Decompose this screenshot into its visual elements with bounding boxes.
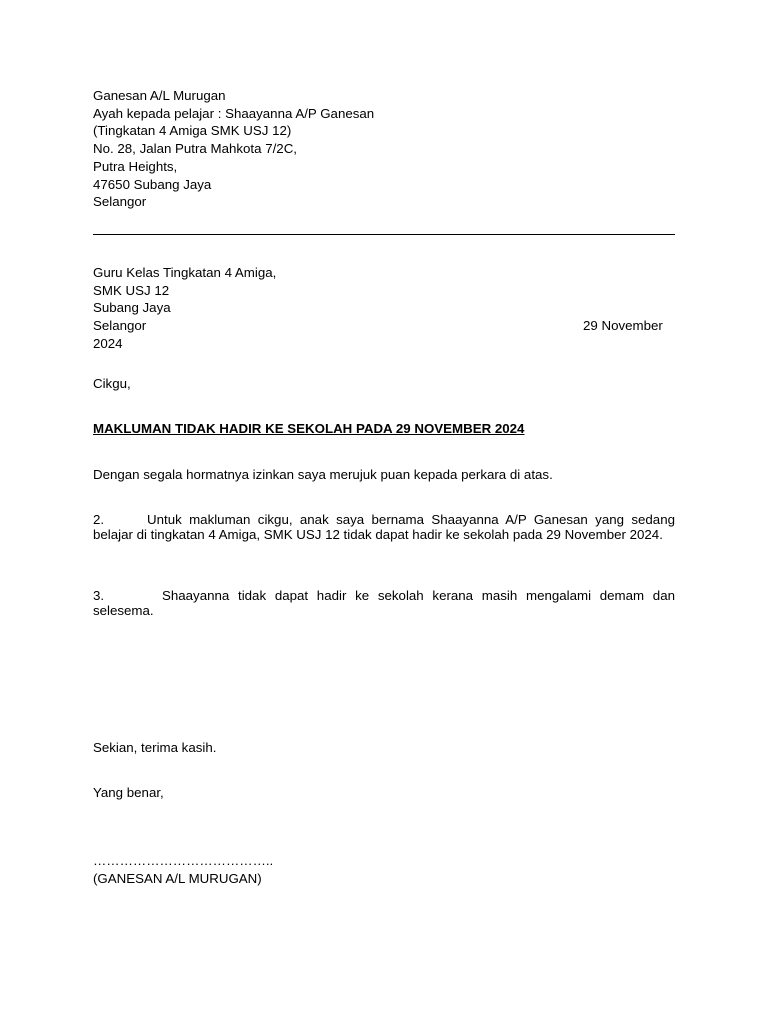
- sender-relation: Ayah kepada pelajar : Shaayanna A/P Ganesan: [93, 105, 375, 121]
- closing-text: Sekian, terima kasih.: [93, 740, 217, 755]
- closing: [93, 739, 675, 757]
- subject-heading: [93, 420, 675, 438]
- sender-class: (Tingkatan 4 Amiga SMK USJ 12): [93, 123, 292, 139]
- signature-line: …………………………………..: [93, 853, 274, 868]
- salutation: [93, 375, 675, 393]
- paragraph-3-text: Shaayanna tidak dapat hadir ke sekolah kerana masih mengalami demam dan selesema.: [93, 588, 675, 618]
- recipient-city: Subang Jaya: [93, 300, 171, 316]
- letter-date: 29 November: [583, 318, 663, 333]
- address-divider: [93, 234, 675, 235]
- sender-address: [93, 87, 675, 211]
- signature-block: [93, 852, 675, 887]
- paragraph-2-text: Untuk makluman cikgu, anak saya bernama Shaayanna A/P Ganesan yang sedang belajar di tingkatan 4 Amiga, SMK USJ 12 tidak dapat hadir ke sekolah pada 29 November 2024.: [93, 512, 675, 542]
- paragraph-2: [93, 512, 675, 542]
- salutation-text: Cikgu,: [93, 376, 131, 391]
- signoff: [93, 784, 675, 802]
- sender-street: No. 28, Jalan Putra Mahkota 7/2C,: [93, 141, 297, 157]
- recipient-state: Selangor: [93, 318, 147, 334]
- sender-postcode-city: 47650 Subang Jaya: [93, 176, 212, 192]
- opening-text: Dengan segala hormatnya izinkan saya merujuk puan kepada perkara di atas.: [93, 467, 553, 482]
- paragraph-3-number: 3.: [93, 588, 105, 603]
- recipient-title: Guru Kelas Tingkatan 4 Amiga,: [93, 265, 277, 280]
- recipient-school: SMK USJ 12: [93, 282, 170, 298]
- signer-name: (GANESAN A/L MURUGAN): [93, 870, 262, 886]
- recipient-address: [93, 264, 675, 353]
- sender-name: Ganesan A/L Murugan: [93, 88, 226, 103]
- letter-date-year: 2024: [93, 335, 123, 351]
- subject-text: MAKLUMAN TIDAK HADIR KE SEKOLAH PADA 29 NOVEMBER 2024: [93, 421, 525, 436]
- signoff-text: Yang benar,: [93, 785, 164, 800]
- sender-area: Putra Heights,: [93, 158, 178, 174]
- sender-state: Selangor: [93, 194, 147, 210]
- opening-paragraph: [93, 466, 675, 484]
- paragraph-3: [93, 588, 675, 618]
- paragraph-2-number: 2.: [93, 512, 105, 527]
